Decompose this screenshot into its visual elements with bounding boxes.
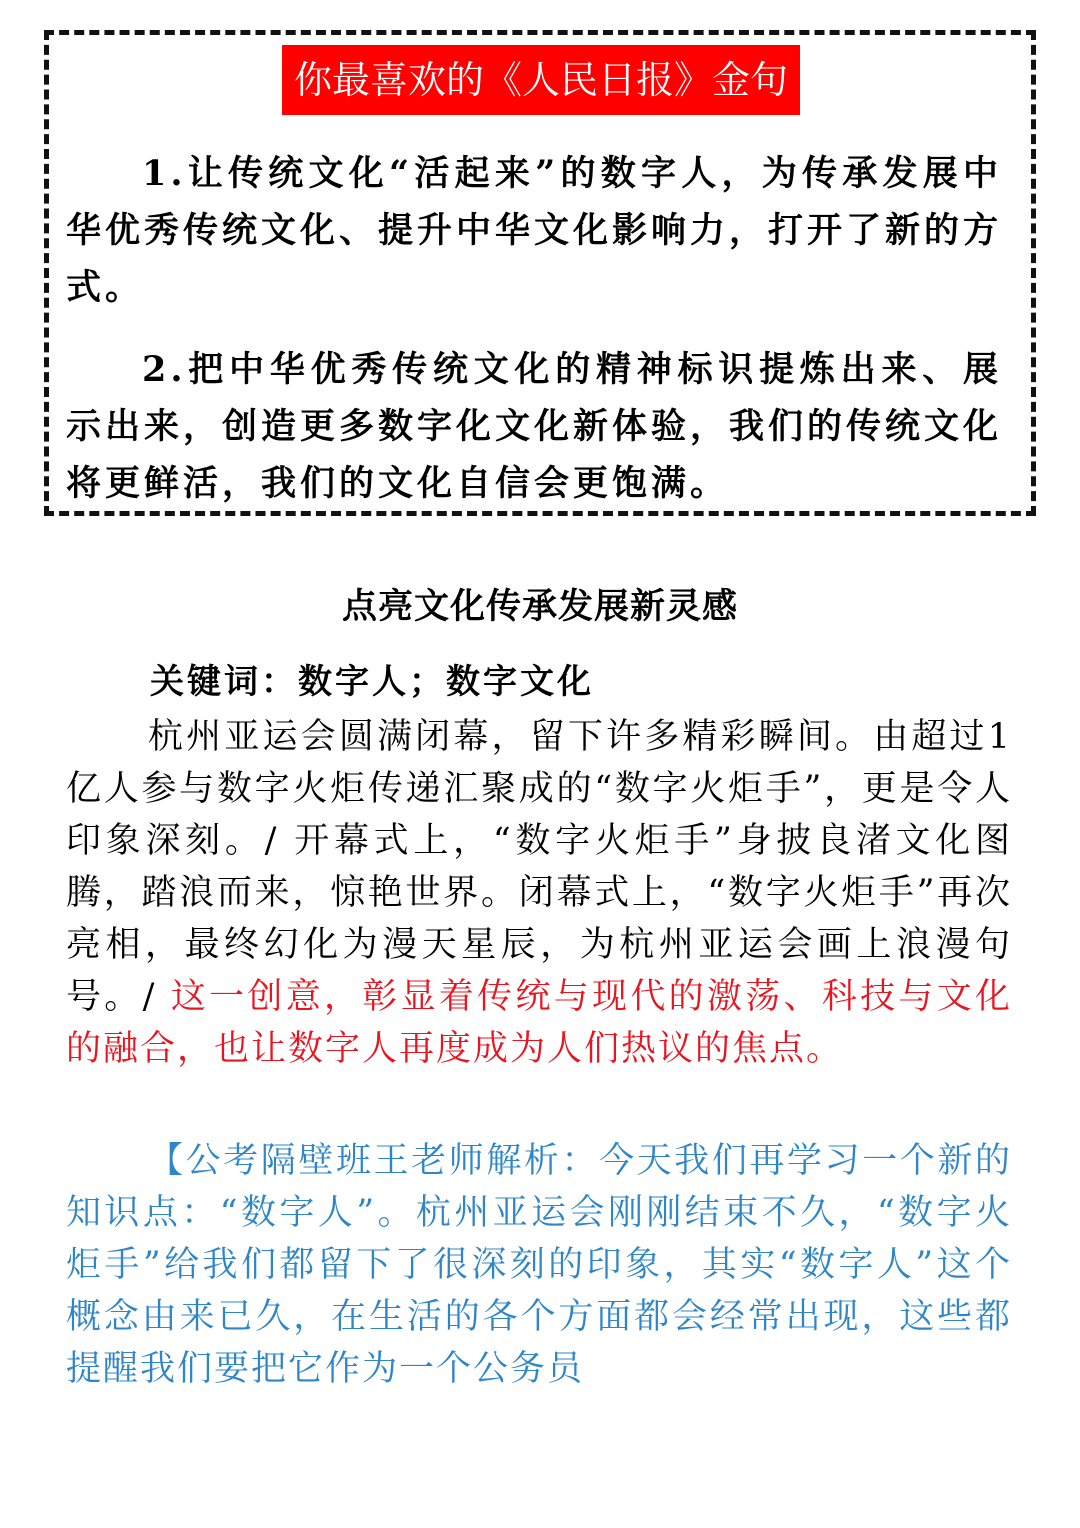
quote-item-1: 1.让传统文化“活起来”的数字人，为传承发展中华优秀传统文化、提升中华文化影响力，打开了新的方式。	[66, 153, 1003, 308]
paragraph-highlight-text: 这一创意，彰显着传统与现代的激荡、科技与文化的融合，也让数字人再度成为人们热议的焦点。	[66, 977, 1012, 1069]
article-title: 点亮文化传承发展新灵感	[341, 586, 738, 627]
article-keywords: 关键词：数字人；数字文化	[150, 662, 594, 702]
quote-item-2: 2.把中华优秀传统文化的精神标识提炼出来、展示出来，创造更多数字化文化新体验，我们的传统文化将更鲜活，我们的文化自信会更饱满。	[66, 349, 1003, 504]
article-paragraph	[66, 711, 1012, 1075]
paragraph-body-text: 杭州亚运会圆满闭幕，留下许多精彩瞬间。由超过1亿人参与数字火炬传递汇聚成的“数字火炬手”，更是令人印象深刻。/ 开幕式上，“数字火炬手”身披良渚文化图腾，踏浪而来，惊艳世界。闭幕式上，“数字火炬手”再次亮相，最终幻化为漫天星辰，为杭州亚运会画上浪漫句号。/	[66, 717, 1012, 1017]
quote-box-banner: 你最喜欢的《人民日报》金句	[282, 45, 800, 115]
teacher-analysis: 【公考隔壁班王老师解析：今天我们再学习一个新的知识点：“数字人”。杭州亚运会刚刚结束不久，“数字火炬手”给我们都留下了很深刻的印象，其实“数字人”这个概念由来已久，在生活的各个方面都会经常出现，这些都提醒我们要把它作为一个公务员	[66, 1141, 1012, 1389]
